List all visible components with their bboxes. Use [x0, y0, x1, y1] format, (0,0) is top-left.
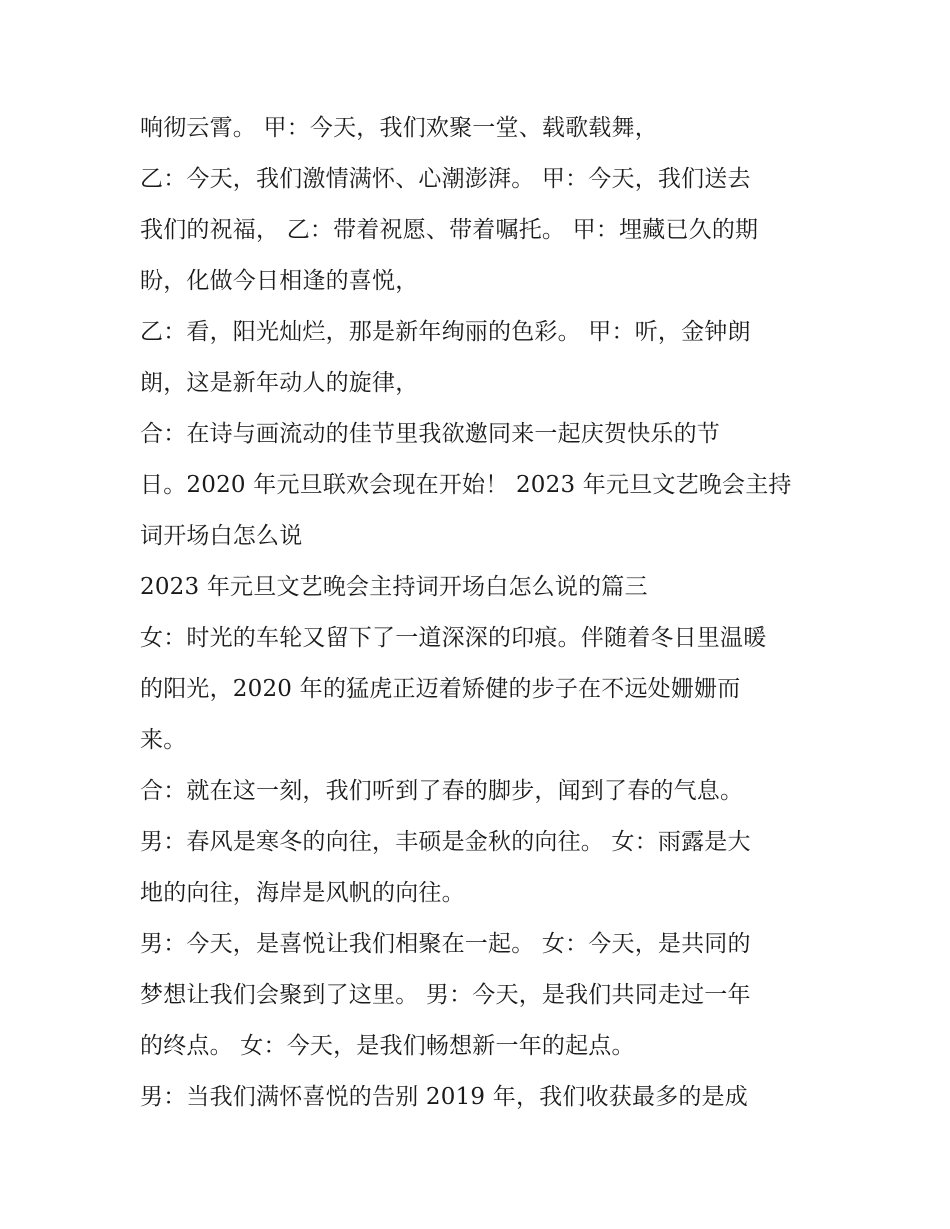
- body-text: [140, 103, 830, 1123]
- text-line: 的终点。 女：今天，是我们畅想新一年的起点。: [140, 1033, 635, 1059]
- text-line: 梦想让我们会聚到了这里。 男：今天，是我们共同走过一年: [140, 982, 751, 1008]
- text-line: 盼，化做今日相逢的喜悦，: [140, 268, 419, 294]
- text-line: 合：在诗与画流动的佳节里我欲邀同来一起庆贺快乐的节: [140, 421, 720, 447]
- text-line: 词开场白怎么说: [140, 523, 303, 549]
- text-line: 男：今天，是喜悦让我们相聚在一起。 女：今天，是共同的: [140, 931, 751, 957]
- text-line: 男：春风是寒冬的向往，丰硕是金秋的向往。 女：雨露是大: [140, 829, 751, 855]
- text-line: 乙：看，阳光灿烂，那是新年绚丽的色彩。 甲：听，金钟朗: [140, 319, 751, 345]
- text-line: 我们的祝福， 乙：带着祝愿、带着嘱托。 甲：埋藏已久的期: [140, 217, 759, 243]
- text-line: 合：就在这一刻，我们听到了春的脚步，闻到了春的气息。: [140, 778, 744, 804]
- section-heading: 2023 年元旦文艺晚会主持词开场白怎么说的篇三: [140, 574, 648, 600]
- text-line: 地的向往，海岸是风帆的向往。: [140, 880, 465, 906]
- text-line: 男：当我们满怀喜悦的告别 2019 年，我们收获最多的是成: [140, 1084, 748, 1110]
- text-line: 的阳光，2020 年的猛虎正迈着矫健的步子在不远处姗姗而: [140, 676, 741, 702]
- text-line: 来。: [140, 727, 187, 753]
- text-line: 日。2020 年元旦联欢会现在开始！ 2023 年元旦文艺晚会主持: [140, 472, 792, 498]
- text-line: 响彻云霄。 甲：今天，我们欢聚一堂、载歌载舞，: [140, 115, 658, 141]
- text-line: 朗，这是新年动人的旋律，: [140, 370, 419, 396]
- text-line: 女：时光的车轮又留下了一道深深的印痕。伴随着冬日里温暖: [140, 625, 767, 651]
- text-line: 乙：今天，我们激情满怀、心潮澎湃。 甲：今天，我们送去: [140, 166, 751, 192]
